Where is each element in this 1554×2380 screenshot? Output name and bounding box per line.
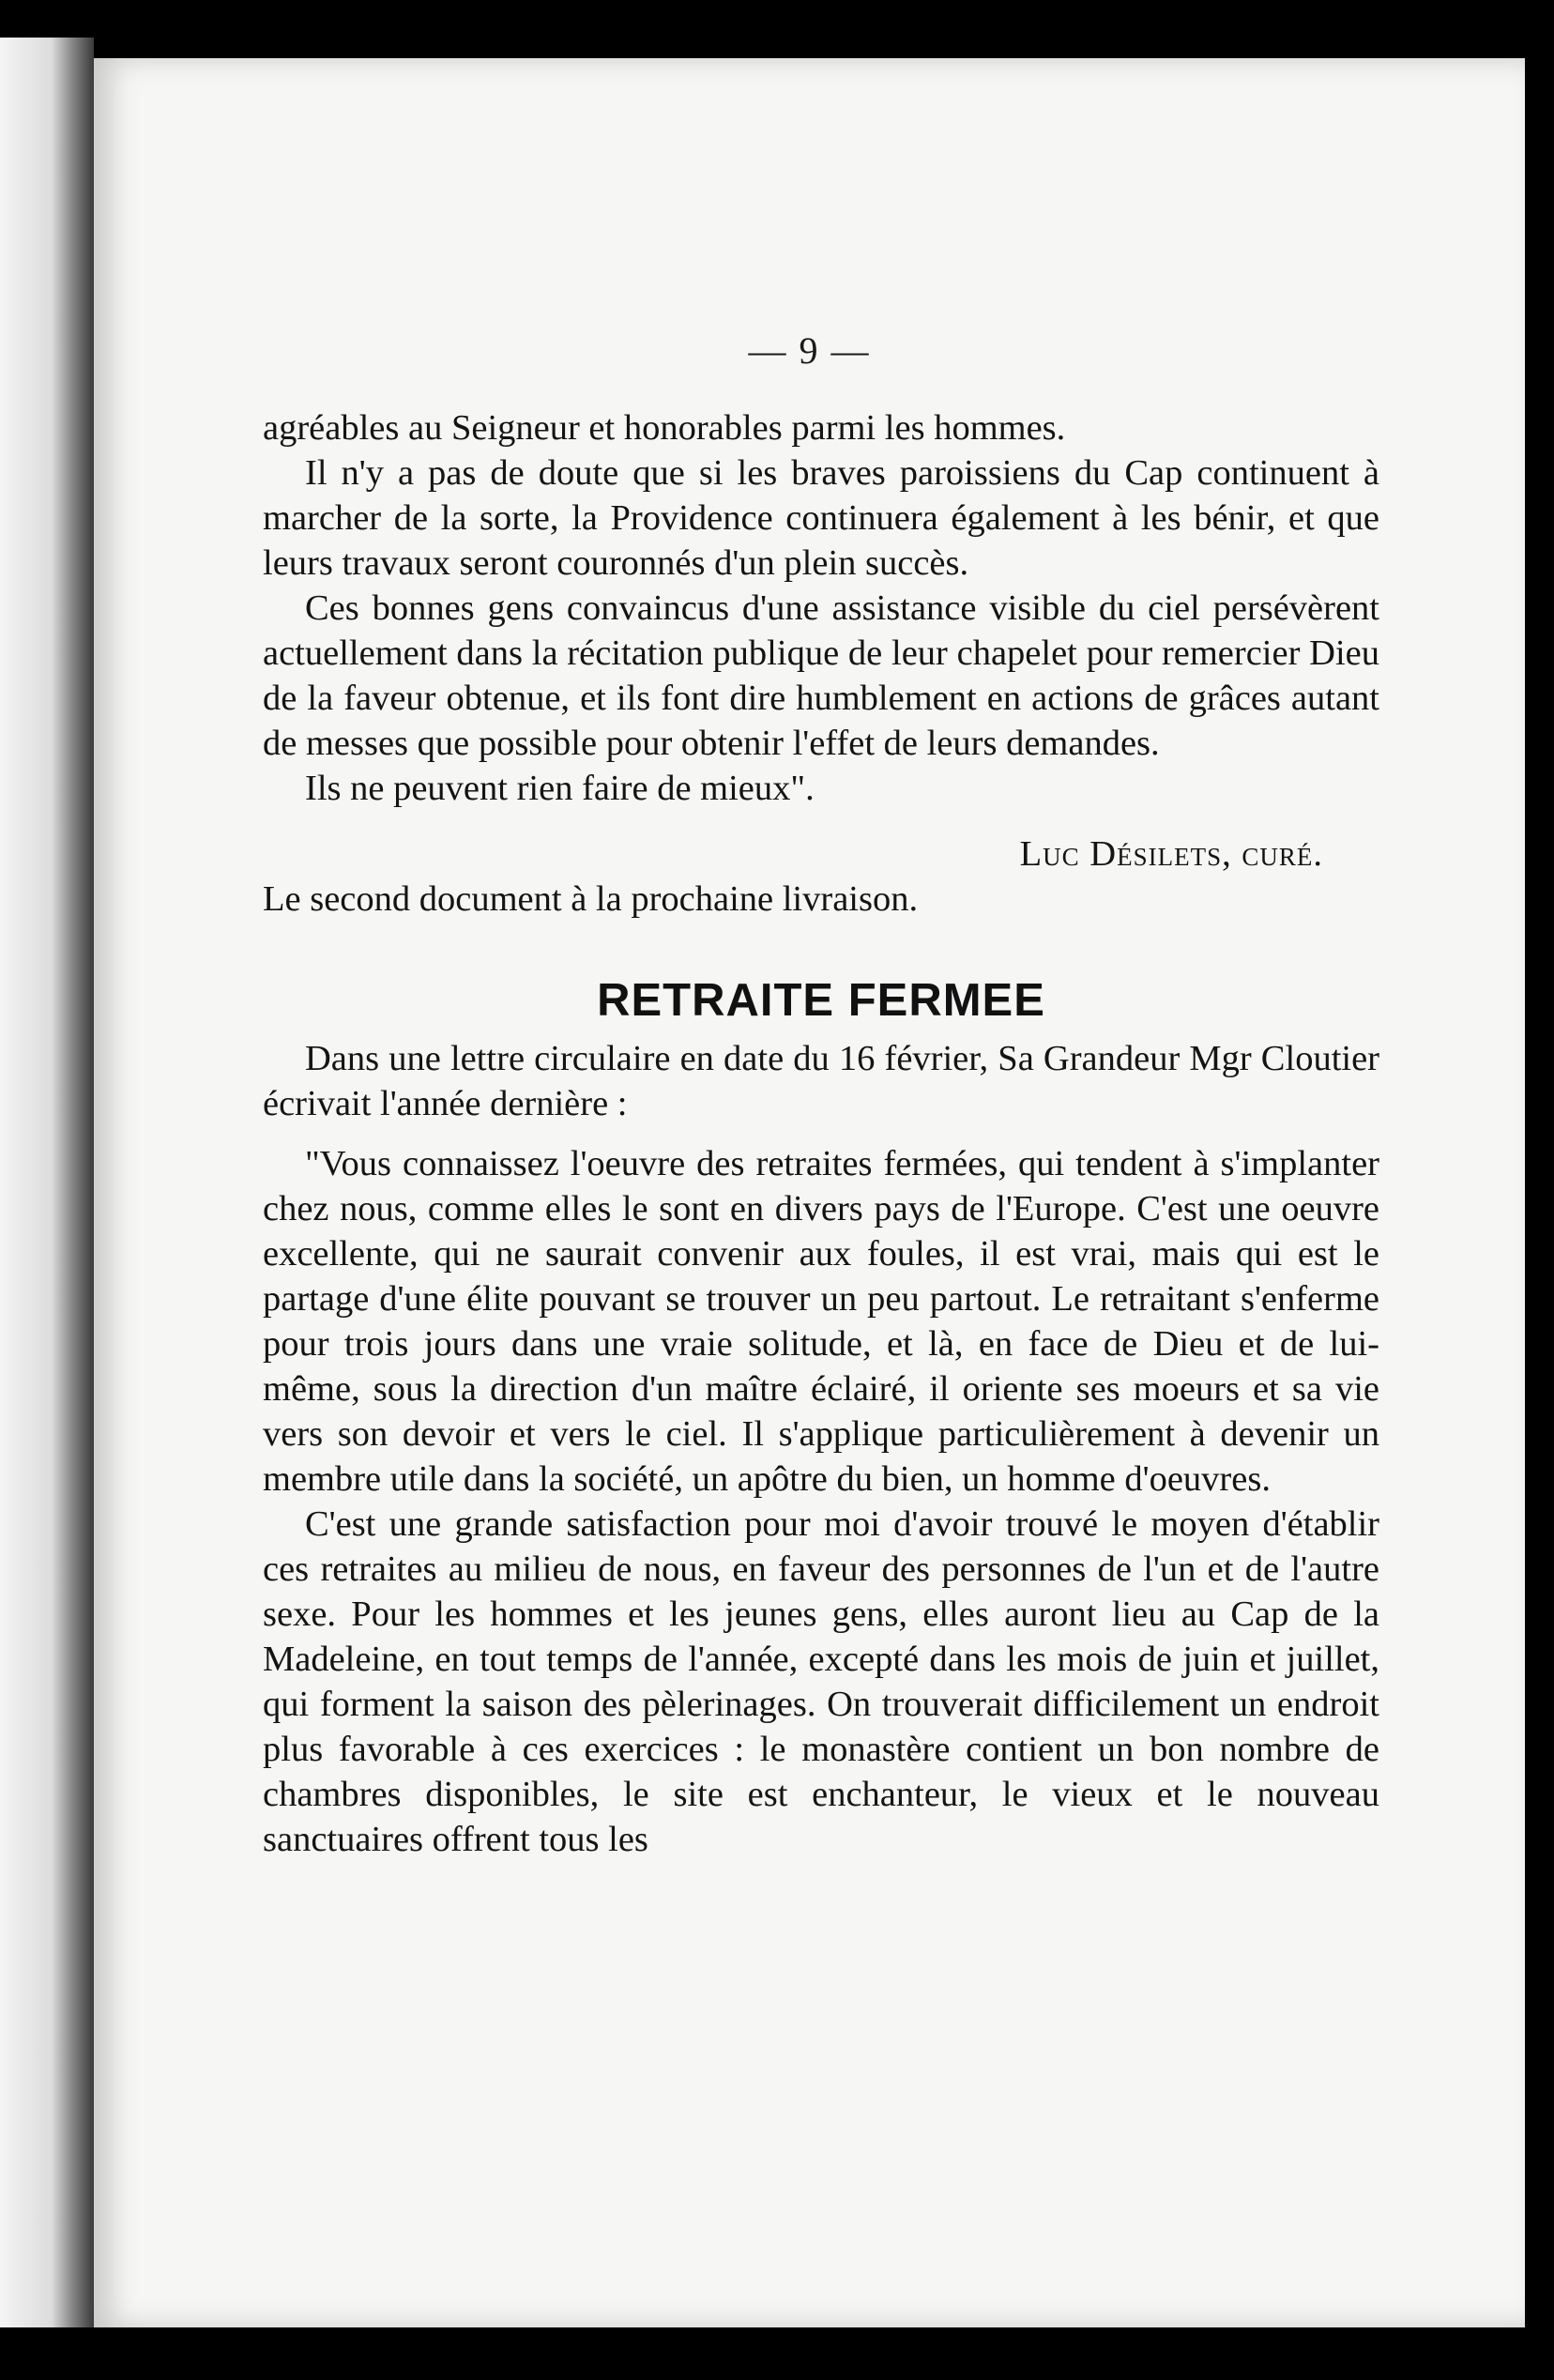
quoted-paragraph: "Vous connaissez l'oeuvre des retraites fermées, qui tendent à s'implanter chez nous, comme elles le sont en divers pays de l'Europe. C'est une oeuvre excellente, qui ne saurait convenir aux foules, il est vrai, mais qui est le partage d'une élite pouvant se trouver un peu partout. Le retraitant s'enferme pour trois jours dans une vraie solitude, et là, en face de Dieu et de lui-même, sous la direction d'un maître éclairé, il oriente ses moeurs et sa vie vers son devoir et vers le ciel. Il s'applique particulièrement à devenir un membre utile dans la société, un apôtre du bien, un homme d'oeuvres. bbox=[263, 1144, 1379, 1499]
page-number: — 9 — bbox=[748, 329, 871, 372]
paragraph: Ils ne peuvent rien faire de mieux". bbox=[305, 769, 815, 808]
paragraph: Le second document à la prochaine livraison. bbox=[263, 879, 919, 919]
book-binding-gutter bbox=[0, 38, 94, 2327]
paragraph: Dans une lettre circulaire en date du 16 février, Sa Grandeur Mgr Cloutier écrivait l'année dernière : bbox=[263, 1039, 1379, 1123]
quoted-paragraph: C'est une grande satisfaction pour moi d'avoir trouvé le moyen d'établir ces retraites au milieu de nous, en faveur des personnes de l'un et de l'autre sexe. Pour les hommes et les jeunes gens, elles auront lieu au Cap de la Madeleine, en tout temps de l'année, excepté dans les mois de juin et juillet, qui forment la saison des pèlerinages. On trouverait difficilement un endroit plus favorable à ces exercices : le monastère contient un bon nombre de chambres disponibles, le site est enchanteur, le vieux et le nouveau sanctuaires offrent tous les bbox=[263, 1504, 1379, 1859]
signature: Luc Désilets, curé. bbox=[1019, 834, 1323, 874]
book-page bbox=[94, 58, 1525, 2327]
page-body bbox=[263, 405, 1379, 1862]
paragraph: Ces bonnes gens convaincus d'une assistance visible du ciel persévèrent actuellement dans la récitation publique de leur chapelet pour remercier Dieu de la faveur obtenue, et ils font dire humblement en actions de grâces autant de messes que possible pour obtenir l'effet de leurs demandes. bbox=[263, 588, 1379, 763]
paragraph: Il n'y a pas de doute que si les braves paroissiens du Cap continuent à marcher de la sorte, la Providence continuera également à les bénir, et que leurs travaux seront couronnés d'un plein succès. bbox=[263, 453, 1379, 583]
section-heading: RETRAITE FERMEE bbox=[597, 975, 1045, 1026]
paragraph-continuation: agréables au Seigneur et honorables parmi les hommes. bbox=[263, 408, 1066, 448]
